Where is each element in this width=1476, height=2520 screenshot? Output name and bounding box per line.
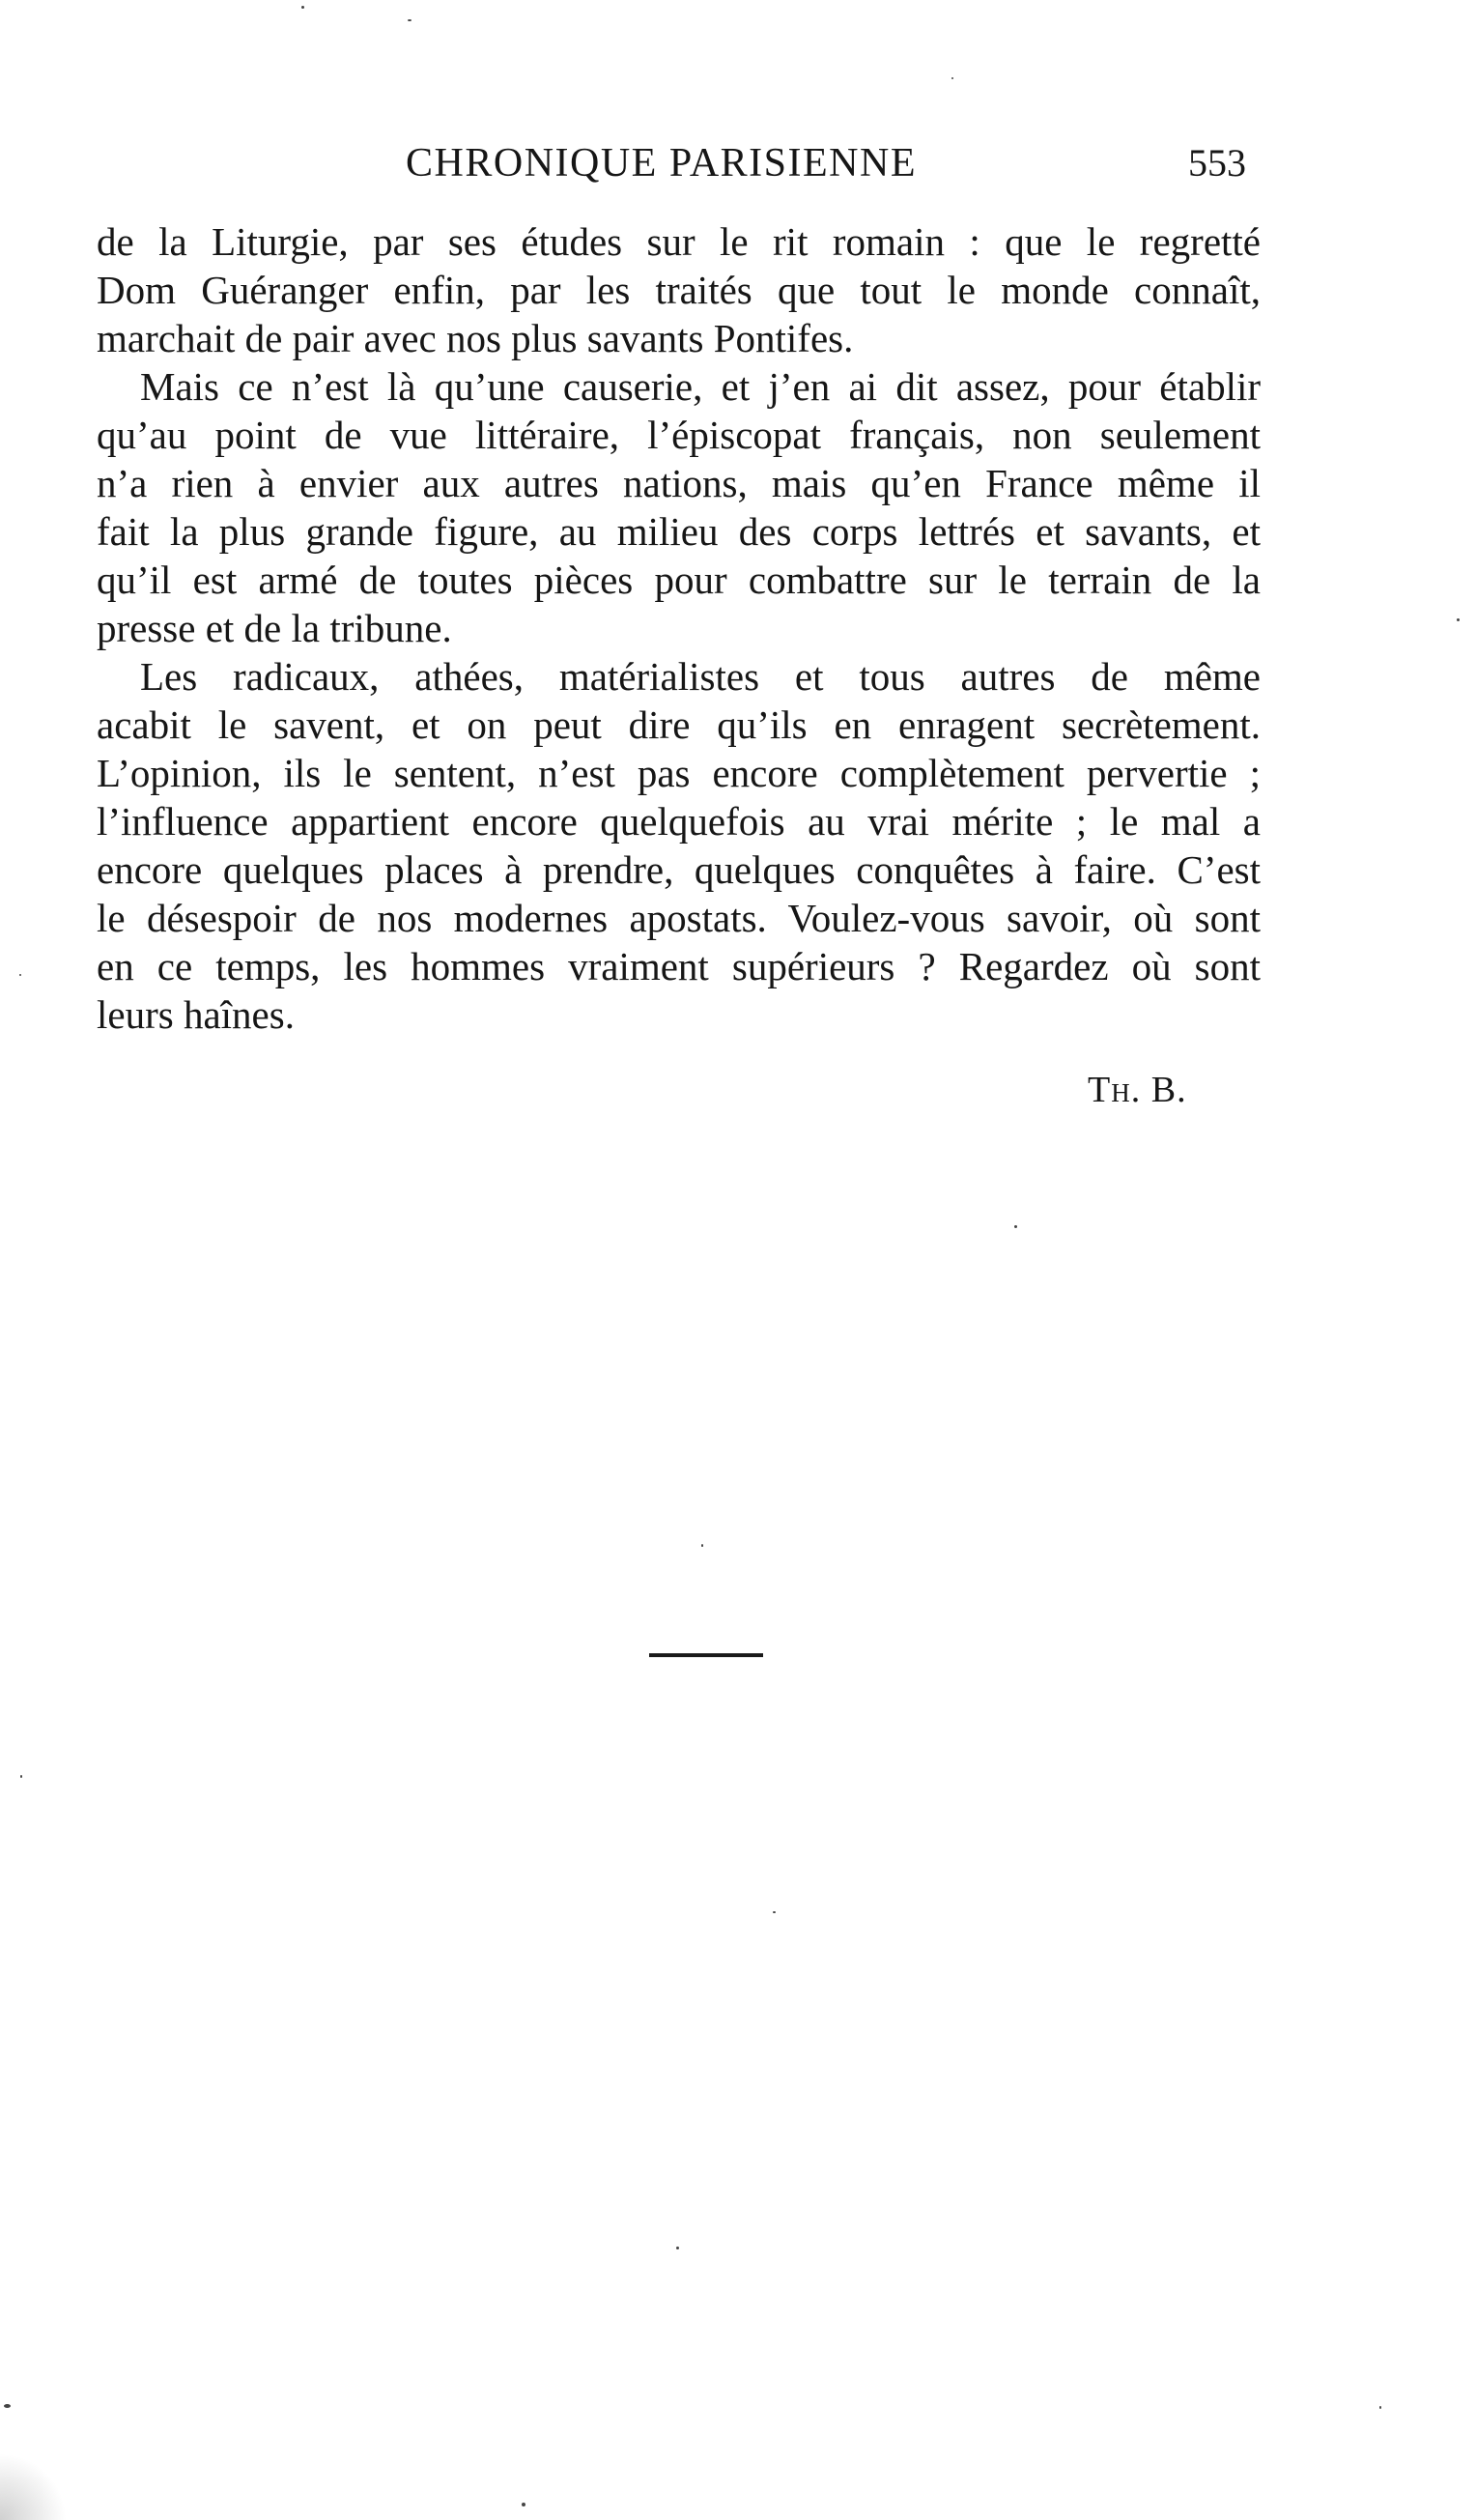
paragraph-3 xyxy=(97,652,1261,1039)
paper-speck xyxy=(701,1544,703,1547)
text-line: Mais ce n’est là qu’une causerie, et j’en ai dit assez, pour établir xyxy=(140,364,1261,409)
text-line: L’opinion, ils le sentent, n’est pas encore complètement pervertie ; xyxy=(97,751,1261,795)
paper-speck xyxy=(20,1775,22,1778)
signature-initial-second: B. xyxy=(1150,1070,1187,1110)
text-line: Dom Guéranger enfin, par les traités que tout le monde connaît, xyxy=(97,268,1261,312)
author-signature xyxy=(1088,1069,1187,1111)
running-head xyxy=(97,140,1246,198)
paper-speck xyxy=(676,2247,679,2249)
text-line: qu’au point de vue littéraire, l’épiscopat français, non seulement xyxy=(97,413,1261,457)
text-line: de la Liturgie, par ses études sur le rit romain : que le regretté xyxy=(97,219,1261,264)
scan-edge-shadow xyxy=(0,2454,68,2520)
text-line: Les radicaux, athées, matérialistes et tous autres de même xyxy=(140,654,1261,699)
text-line: n’a rien à envier aux autres nations, mais qu’en France même il xyxy=(97,461,1261,505)
text-line: le désespoir de nos modernes apostats. Voulez-vous savoir, où sont xyxy=(97,896,1261,940)
end-rule-divider xyxy=(649,1653,763,1657)
paragraph-2 xyxy=(97,362,1261,652)
text-line: en ce temps, les hommes vraiment supérieurs ? Regardez où sont xyxy=(97,944,1261,988)
paper-speck xyxy=(951,77,953,79)
text-line: presse et de la tribune. xyxy=(97,606,452,650)
body-text xyxy=(97,217,1261,1039)
text-line: encore quelques places à prendre, quelques conquêtes à faire. C’est xyxy=(97,847,1261,892)
text-line: qu’il est armé de toutes pièces pour combattre sur le terrain de la xyxy=(97,558,1261,602)
text-line: l’influence appartient encore quelquefois au vrai mérite ; le mal a xyxy=(97,799,1261,844)
text-line: fait la plus grande figure, au milieu des corps lettrés et savants, et xyxy=(97,509,1261,554)
paper-speck xyxy=(301,6,304,9)
paper-speck xyxy=(1379,2406,1381,2409)
paper-speck xyxy=(19,974,21,976)
paper-speck xyxy=(1457,618,1460,621)
text-line: acabit le savent, et on peut dire qu’ils en enragent secrètement. xyxy=(97,702,1261,747)
signature-initial-first: Th. xyxy=(1088,1070,1142,1110)
text-line: marchait de pair avec nos plus savants Pontifes. xyxy=(97,316,854,360)
page-number: 553 xyxy=(1188,141,1246,185)
paragraph-1 xyxy=(97,217,1261,362)
paper-speck xyxy=(1014,1225,1017,1228)
paper-speck xyxy=(4,2404,11,2408)
running-title: CHRONIQUE PARISIENNE xyxy=(406,141,917,186)
text-line: leurs haînes. xyxy=(97,992,295,1037)
paper-speck xyxy=(408,19,412,21)
paper-speck xyxy=(522,2503,525,2506)
paper-speck xyxy=(773,1911,776,1913)
